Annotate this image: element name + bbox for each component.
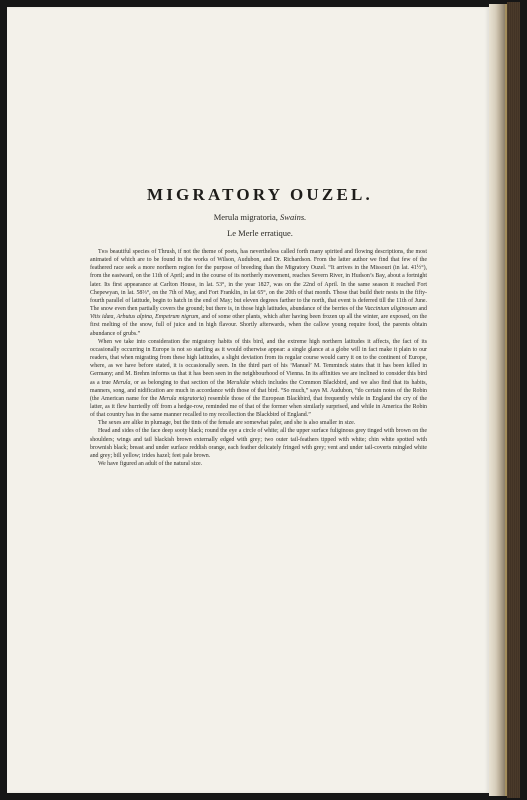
body-paragraph: [90, 460, 427, 468]
text-run: When we take into consideration the migratory habits of this bird, and the extreme high northern latitudes it affects, the fact of its occasionally occurring in Europe is not so startling as it would otherwise appear: a single glance at a globe will in fact make it plain to our readers, that when migrating from these high latitudes, a slight deviation from its regular course would carry it on to the continent of Europe, where, as we have before stated, it is occasionally seen. In the third part of his ‘Manuel’ M. Temminck states that it has been killed in Germany; and M. Brehm informs us that it has been seen in the neighbourhood of Vienna. In its affinities we are inclined to consider this bird as a true: [90, 338, 427, 386]
italic-term: Vitis idæa: [90, 314, 114, 321]
italic-term: Merula: [113, 379, 131, 386]
italic-term: Merulidæ: [226, 379, 250, 386]
text-run: and: [416, 306, 427, 313]
text-run: Head and sides of the face deep sooty black; round the eye a circle of white; all the upper surface fuliginous grey tinged with brown on the shoulders; wings and tail blackish brown externally edged with grey; two outer tail-feathers tipped with white; chin white spotted with brownish black; breast and under surface reddish orange, each feather delicately fringed with grey; vent and under tail-coverts mingled white and grey; bill yellow; irides hazel; feet pale brown.: [90, 428, 427, 459]
latin-author: Swains.: [280, 212, 307, 222]
text-run: We have figured an adult of the natural size.: [98, 461, 203, 468]
text-run: , and of some other plants, which after having been frozen up all the winter, are exposed, on the first melting of the snow, full of juice and in high flavour. Shortly afterwards, when the callow young require food, the parents obtain abundance of grubs.”: [90, 314, 427, 337]
text-run: The sexes are alike in plumage, but the tints of the female are somewhat paler, and she is also smaller in size.: [98, 420, 356, 427]
french-name: Le Merle erratique.: [227, 228, 293, 238]
text-run: ,: [152, 314, 156, 321]
italic-term: Vaccinium uliginosum: [364, 306, 417, 313]
italic-term: Merula migratoria: [159, 395, 205, 402]
book-edge: [507, 2, 520, 798]
latin-name: Merula migratoria,: [213, 212, 278, 222]
body-text: [90, 248, 427, 468]
body-paragraph: [90, 248, 427, 338]
body-paragraph: [90, 427, 427, 460]
text-run: which includes the Common Blackbird, and we also find that its habits, manners, song, and nidification are much in accordance with those of that bird. “So much,” says M. Audubon, “do certain notes of the Robin (the American name for the: [90, 379, 427, 402]
text-run: beautiful species of Thrush, if not the theme of poets, has nevertheless called forth many spirited and flowing descriptions, the most animated of which are to be found in the works of Wilson, Audubon, and Dr. Richardson. From the latter author we find that few of the feathered race seek a more northern region for the purpose of breeding than the Migratory Ouzel. “It arrives in the Missouri (in lat. 41½°), from the eastward, on the 11th of April; and in the course of its northerly movement, reaches Severn River, in Hudson’s Bay, about a fortnight later. Its first appearance at Carlton House, in lat. 53°, in the year 1827, was on the 22nd of April. In the same season it reached Fort Chepewyan, in lat. 58⅔°, on the 7th of May, and Fort Franklin, in lat 65°, on the 20th of that month. Those that build their nests in the fifty-fourth parallel of latitude, begin to hatch in the end of May; but eleven degrees farther to the north, that event is deferred till the 11th of June. The snow even then partially covers the ground; but there is, in those high latitudes, abundance of the berries of the: [90, 249, 427, 313]
text-run: ,: [113, 314, 117, 321]
italic-term: Arbutus alpina: [116, 314, 152, 321]
latin-name-line: [60, 212, 460, 222]
text-run: , or as belonging to that section of the: [130, 379, 227, 386]
paragraph-lead-word: This: [98, 249, 109, 255]
page-title: MIGRATORY OUZEL.: [147, 185, 373, 204]
body-paragraph: [90, 419, 427, 427]
italic-term: Empetrum nigrum: [155, 314, 199, 321]
body-paragraph: [90, 338, 427, 420]
text-run: ) resemble those of the European Blackbird, that frequently while in England the cry of the latter, as it flew hurriedly off from a hedge-row, reminded me of that of the former when similarly surprised, and while in America the Robin of that country has in the same manner recalled to my recollection the Blackbird of England.”: [90, 395, 427, 419]
